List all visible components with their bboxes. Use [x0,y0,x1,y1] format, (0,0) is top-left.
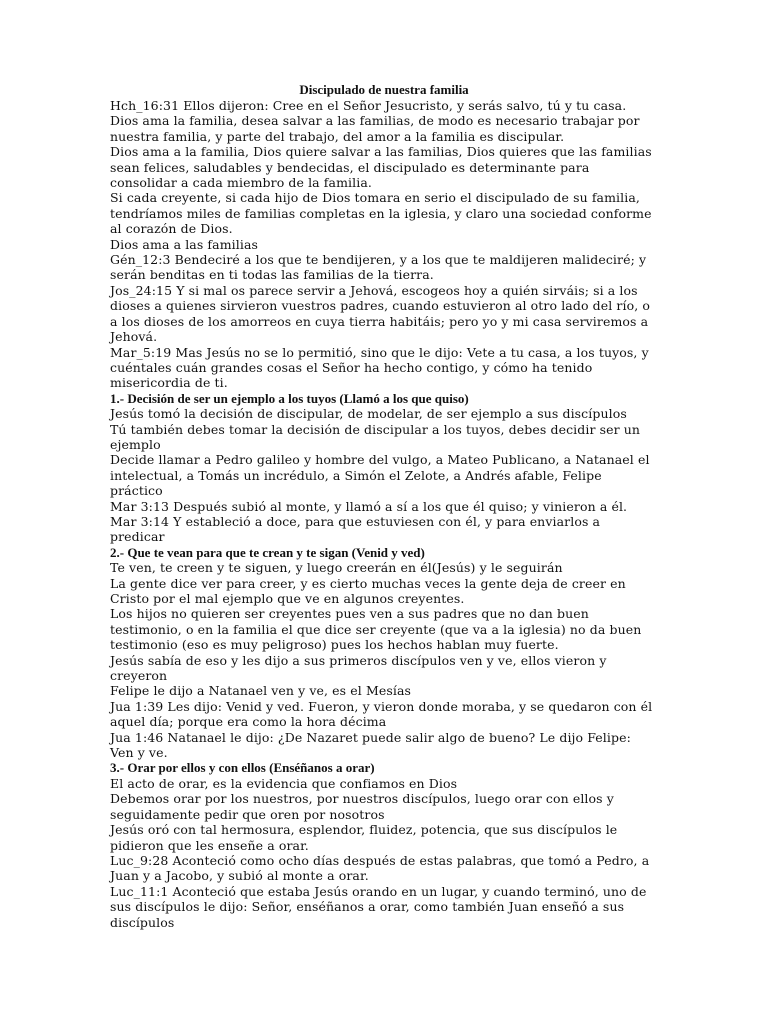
paragraph: Jesús sabía de eso y les dijo a sus primeros discípulos ven y ve, ellos vieron y creyeron [110,652,607,684]
paragraph: Mar 3:14 Y estableció a doce, para que estuviesen con él, y para enviarlos a predicar [110,513,601,545]
paragraph: Luc_9:28 Aconteció como ocho días después de estas palabras, que tomó a Pedro, a Juan y a Jacobo, y subió al monte a orar. [110,852,650,884]
section-heading: 2.- Que te vean para que te crean y te sigan (Venid y ved) [110,544,425,560]
paragraph: Te ven, te creen y te siguen, y luego creerán en él(Jesús) y le seguirán [110,560,563,576]
paragraph: Dios ama a la familia, Dios quiere salvar a las familias, Dios quieres que las familias sean felices, saludables y bendecidas, el discipulado es determinante para consolidar a cada miembro de la familia. [110,144,652,191]
section-heading: 1.- Decisión de ser un ejemplo a los tuyos (Llamó a los que quiso) [110,390,469,406]
section-heading: 3.- Orar por ellos y con ellos (Enséñanos a orar) [110,760,375,776]
paragraph: Hch_16:31 Ellos dijeron: Cree en el Señor Jesucristo, y serás salvo, tú y tu casa. [110,98,627,113]
document-page [110,82,658,930]
document-title: Discipulado de nuestra familia [299,82,469,97]
paragraph: Decide llamar a Pedro galileo y hombre del vulgo, a Mateo Publicano, a Natanael el intelectual, a Tomás un incrédulo, a Simón el Zelote, a Andrés afable, Felipe práctico [110,452,650,499]
paragraph: Debemos orar por los nuestros, por nuestros discípulos, luego orar con ellos y seguidamente pedir que oren por nosotros [110,791,614,822]
paragraph: El acto de orar, es la evidencia que confiamos en Dios [110,775,458,791]
paragraph: Dios ama a las familias [110,236,259,252]
paragraph: Jesús oró con tal hermosura, esplendor, fluidez, potencia, que sus discípulos le pidieron que les enseñe a orar. [110,822,618,853]
paragraph: Luc_11:1 Aconteció que estaba Jesús orando en un lugar, y cuando terminó, uno de sus discípulos le dijo: Señor, enséñanos a orar, como también Juan enseñó a sus discípulos [110,883,647,930]
paragraph: Jua 1:39 Les dijo: Venid y ved. Fueron, y vieron donde moraba, y se quedaron con él aquel día; porque era como la hora décima [110,698,653,730]
paragraph: Mar_5:19 Mas Jesús no se lo permitió, sino que le dijo: Vete a tu casa, a los tuyos, y cuéntales cuán grandes cosas el Señor ha hecho contigo, y cómo ha tenido misericordia de ti. [110,344,649,391]
paragraph: Si cada creyente, si cada hijo de Dios tomara en serio el discipulado de su familia, tendríamos miles de familias completas en la iglesia, y claro una sociedad conforme al corazón de Dios. [110,190,652,237]
paragraph: La gente dice ver para creer, y es cierto muchas veces la gente deja de creer en Cristo por el mal ejemplo que ve en algunos creyentes. [110,575,626,606]
paragraph: Mar 3:13 Después subió al monte, y llamó a sí a los que él quiso; y vinieron a él. [110,498,628,514]
paragraph: Jos_24:15 Y si mal os parece servir a Jehová, escogeos hoy a quién sirváis; si a los dioses a quienes sirvieron vuestros padres, cuando estuvieron al otro lado del río, o a los dioses de los amorreos en cuya tierra habitáis; pero yo y mi casa serviremos a Jehová. [110,282,650,345]
document-body [110,98,658,930]
paragraph: Dios ama la familia, desea salvar a las familias, de modo es necesario trabajar por nuestra familia, y parte del trabajo, del amor a la familia es discipular. [110,113,640,144]
paragraph: Los hijos no quieren ser creyentes pues ven a sus padres que no dan buen testimonio, o en la familia el que dice ser creyente (que va a la iglesia) no da buen testimonio (eso es muy peligroso) pues los hechos hablan muy fuerte. [110,606,642,653]
paragraph: Tú también debes tomar la decisión de discipular a los tuyos, debes decidir ser un ejemplo [110,421,641,452]
paragraph: Jesús tomó la decisión de discipular, de modelar, de ser ejemplo a sus discípulos [110,406,627,422]
paragraph: Jua 1:46 Natanael le dijo: ¿De Nazaret puede salir algo de bueno? Le dijo Felipe: Ven y ve. [110,729,631,761]
paragraph: Felipe le dijo a Natanael ven y ve, es el Mesías [110,683,412,699]
paragraph: Gén_12:3 Bendeciré a los que te bendijeren, y a los que te maldijeren malideciré; y serán benditas en ti todas las familias de la tierra. [110,252,647,283]
